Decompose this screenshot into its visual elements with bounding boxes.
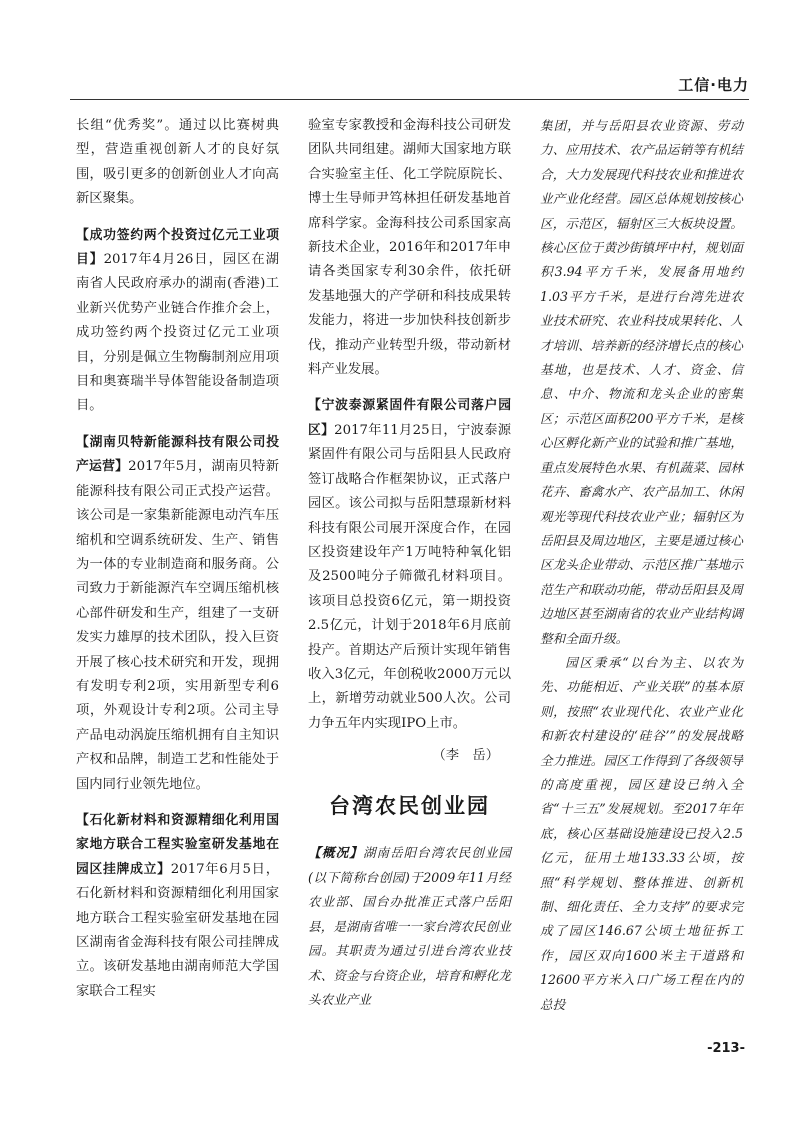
section-title: 台湾农民创业园 bbox=[329, 793, 490, 818]
article-heading: 【宁波泰源紧固件有限公司落户园区】 bbox=[308, 398, 511, 438]
article-2 bbox=[76, 431, 279, 797]
article-1 bbox=[76, 224, 279, 419]
column-2 bbox=[308, 114, 511, 1024]
header-rule bbox=[70, 99, 749, 100]
overview-heading: 【概况】 bbox=[308, 845, 363, 861]
article-heading: 【湖南贝特新能源科技有限公司投产运营】 bbox=[76, 434, 279, 475]
page-number: -213- bbox=[707, 1041, 745, 1056]
column-3 bbox=[540, 114, 743, 1017]
article-heading: 【石化新材料和资源精细化利用国家地方联合工程实验室研发基地在园区挂牌成立】 bbox=[76, 812, 279, 877]
article-body: 2017年4月26日，园区在湖南省人民政府承办的湖南(香港)工业新兴优势产业链合作推介会上，成功签约两个投资过亿元工业项目，分别是佩立生物酶制剂应用项目和奥赛瑞半导体智能设备制造项目。 bbox=[76, 252, 279, 414]
article-4 bbox=[308, 394, 511, 736]
author-signature: （李 岳） bbox=[432, 748, 499, 764]
article-body: 2017年5月，湖南贝特新能源科技有限公司正式投产运营。该公司是一家集新能源电动汽车压缩机和空调系统研发、生产、销售为一体的专业制造商和服务商。公司致力于新能源汽车空调压缩机核心部件研发和生产，组建了一支研发实力雄厚的技术团队，投入巨资开展了核心技术研究和开发，现拥有发明专利2项，实用新型专利6项，外观设计专利2项。公司主导产品电动涡旋压缩机拥有自主知识产权和品牌，制造工艺和性能处于国内同行业领先地位。 bbox=[76, 459, 279, 792]
article-heading: 【成功签约两个投资过亿元工业项目】 bbox=[76, 227, 279, 268]
paragraph: 园区秉承“以台为主、以农为先、功能相近、产业关联”的基本原则，按照“农业现代化、农业产业化和新农村建设的‘硅谷’”的发展战略全力推进。园区工作得到了各级领导的高度重视，园区建设已纳入全省“十三五”发展规划。至2017年年底，核心区基础设施建设已投入2.5亿元，征用土地133.33公顷，按照“科学规划、整体推进、创新机制、细化责任、全力支持”的要求完成了园区146.67公顷土地征拆工作，园区双向1600米主干道路和12600平方米入口广场工程在内的总投 bbox=[540, 654, 743, 1012]
paragraph: 验室专家教授和金海科技公司研发团队共同组建。湖师大国家地方联合实验室主任、化工学院原院长、博士生导师尹笃林担任研发基地首席科学家。金海科技公司系国家高新技术企业，2016年和2017年申请各类国家专利30余件，依托研发基地强大的产学研和科技成果转发能力，将进一步加快科技创新步伐，推动产业转型升级，带动新材料产业发展。 bbox=[308, 118, 511, 378]
article-body: 2017年6月5日，石化新材料和资源精细化利用国家地方联合工程实验室研发基地在园区湖南省金海科技有限公司挂牌成立。该研发基地由湖南师范大学国家联合工程实 bbox=[76, 861, 280, 999]
column-1 bbox=[76, 114, 279, 1016]
overview-body: 湖南岳阳台湾农民创业园(以下简称台创园)于2009年11月经农业部、国台办批准正式落户岳阳县，是湖南省唯一一家台湾农民创业园。其职责为通过引进台湾农业技术、资金与台资企业，培育和孵化龙头农业产业 bbox=[308, 844, 512, 1007]
overview-paragraph bbox=[308, 841, 511, 1013]
article-3 bbox=[76, 809, 279, 1004]
article-body: 2017年11月25日，宁波泰源紧固件有限公司与岳阳县人民政府签订战略合作框架协议，正式落户园区。该公司拟与岳阳慧璟新材料科技有限公司展开深度合作，在园区投资建设年产1万吨特种氧化铝及2500吨分子筛微孔材料项目。该项目总投资6亿元，第一期投资2.5亿元，计划于2018年6月底前投产。首期达产后预计实现年销售收入3亿元，年创税收2000万元以上，新增劳动就业500人次。公司力争五年内实现IPO上市。 bbox=[308, 422, 511, 731]
section-tag: 工信·电力 bbox=[678, 76, 749, 94]
paragraph: 长组“优秀奖”。通过以比赛树典型，营造重视创新人才的良好氛围，吸引更多的创新创业人才向高新区聚集。 bbox=[76, 118, 279, 207]
paragraph: 集团，并与岳阳县农业资源、劳动力、应用技术、农产品运销等有机结合，大力发展现代科技农业和推进农业产业化经营。园区总体规划按核心区，示范区，辐射区三大板块设置。核心区位于黄沙街镇坪中村，规划面积3.94平方千米，发展备用地约1.03平方千米，是进行台湾先进农业技术研究、农业科技成果转化、人才培训、培养新的经济增长点的核心基地，也是技术、人才、资金、信息、中介、物流和龙头企业的密集区；示范区面积200平方千米，是核心区孵化新产业的试验和推广基地，重点发展特色水果、有机蔬菜、园林花卉、畜禽水产、农产品加工、休闲观光等现代科技农业产业；辐射区为岳阳县及周边地区，主要是通过核心区龙头企业带动、示范区推广基地示范生产和联动功能，带动岳阳县及周边地区甚至湖南省的农业产业结构调整和全面升级。 bbox=[540, 118, 743, 646]
